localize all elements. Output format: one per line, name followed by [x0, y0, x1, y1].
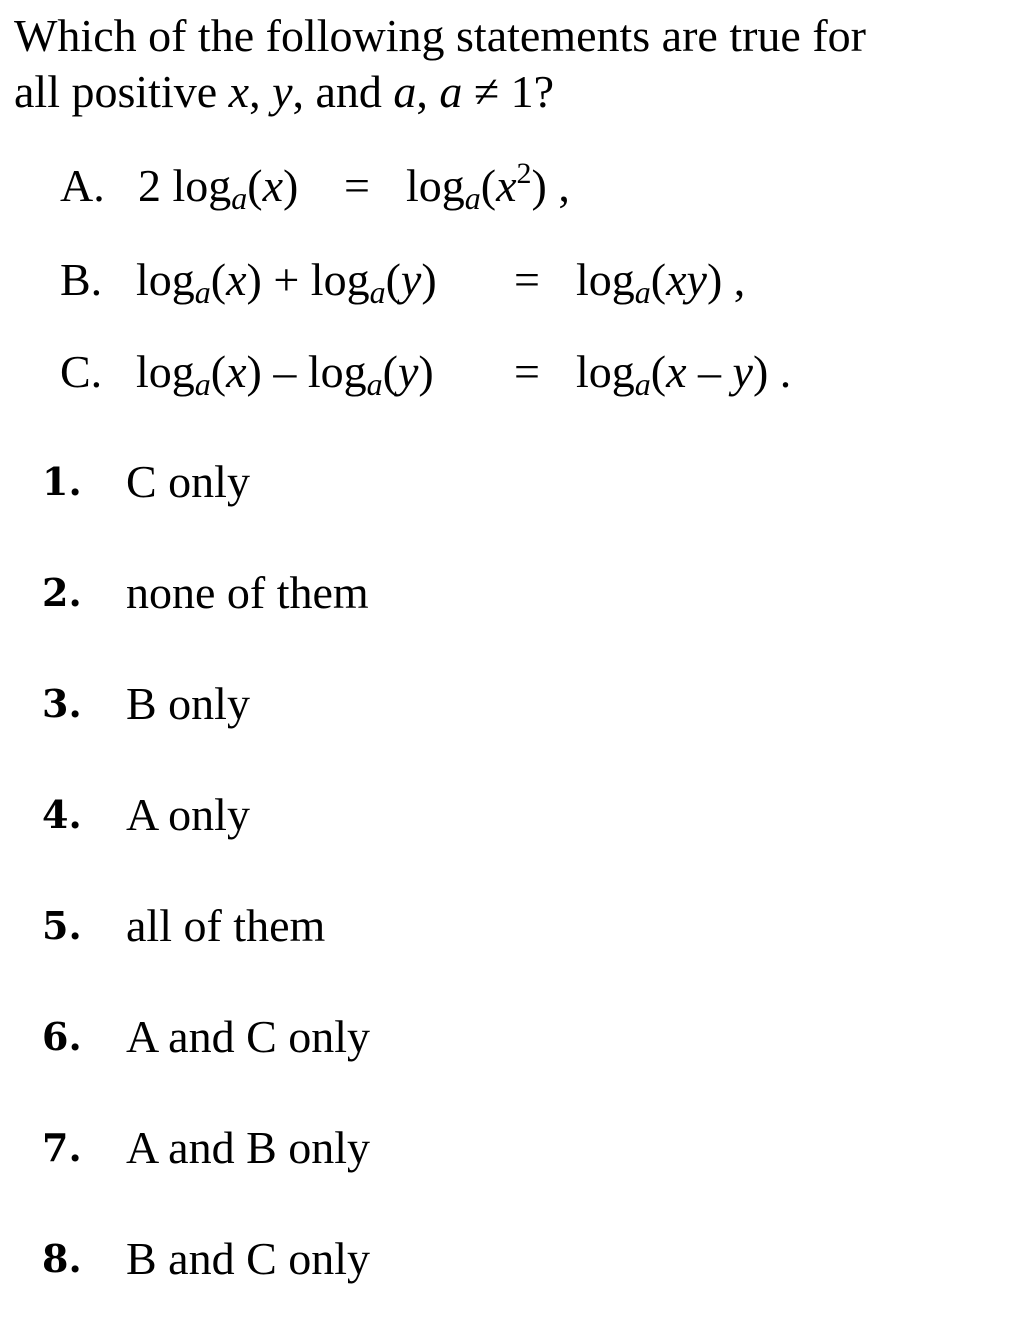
variable-x: x	[228, 66, 250, 117]
separator: , and	[292, 66, 394, 117]
option-number: 2.	[42, 570, 82, 615]
variable-y: y	[272, 66, 293, 117]
option-number: 7.	[42, 1125, 82, 1170]
option-text: A and C only	[126, 1011, 371, 1062]
option-text: A only	[126, 789, 250, 840]
statement-rhs: $\log_a(x - y)$ .	[576, 346, 792, 402]
question-end: 1?	[510, 66, 555, 117]
question-prefix: all positive	[14, 66, 229, 117]
statement-rhs: $\log_a(x^2)$ ,	[406, 157, 570, 216]
question-text	[14, 8, 1014, 120]
statement-rhs: $\log_a(xy)$ ,	[576, 254, 746, 310]
equals-sign: =	[514, 346, 540, 397]
variable-a: a	[393, 66, 417, 117]
statement-lhs: $\log_a(x) - \log_a(y)$	[136, 346, 434, 402]
option-text: C only	[126, 456, 250, 507]
statement-label: C.	[60, 346, 103, 397]
option-number: 5.	[42, 903, 82, 948]
option-text: B and C only	[126, 1233, 371, 1284]
separator: ,	[249, 66, 273, 117]
option-text: all of them	[126, 900, 326, 951]
not-equal-sign: ≠	[462, 66, 511, 117]
option-number: 4.	[42, 792, 82, 837]
option-number: 6.	[42, 1014, 82, 1059]
separator: ,	[416, 66, 440, 117]
option-number: 3.	[42, 681, 82, 726]
statement-label: A.	[60, 160, 105, 211]
variable-a-condition: a	[439, 66, 463, 117]
question-line-1: Which of the following statements are true for	[14, 10, 866, 61]
option-text: A and B only	[126, 1122, 371, 1173]
option-number: 8.	[42, 1236, 82, 1281]
statement-lhs: 2 $\log_a(x)$	[138, 160, 299, 216]
option-text: B only	[126, 678, 250, 729]
option-text: none of them	[126, 567, 369, 618]
equals-sign: =	[514, 254, 540, 305]
option-number: 1.	[42, 459, 82, 504]
statement-label: B.	[60, 254, 103, 305]
equals-sign: =	[344, 160, 370, 211]
question-line-2	[14, 64, 1014, 120]
statement-lhs: $\log_a(x) + \log_a(y)$	[136, 254, 437, 310]
